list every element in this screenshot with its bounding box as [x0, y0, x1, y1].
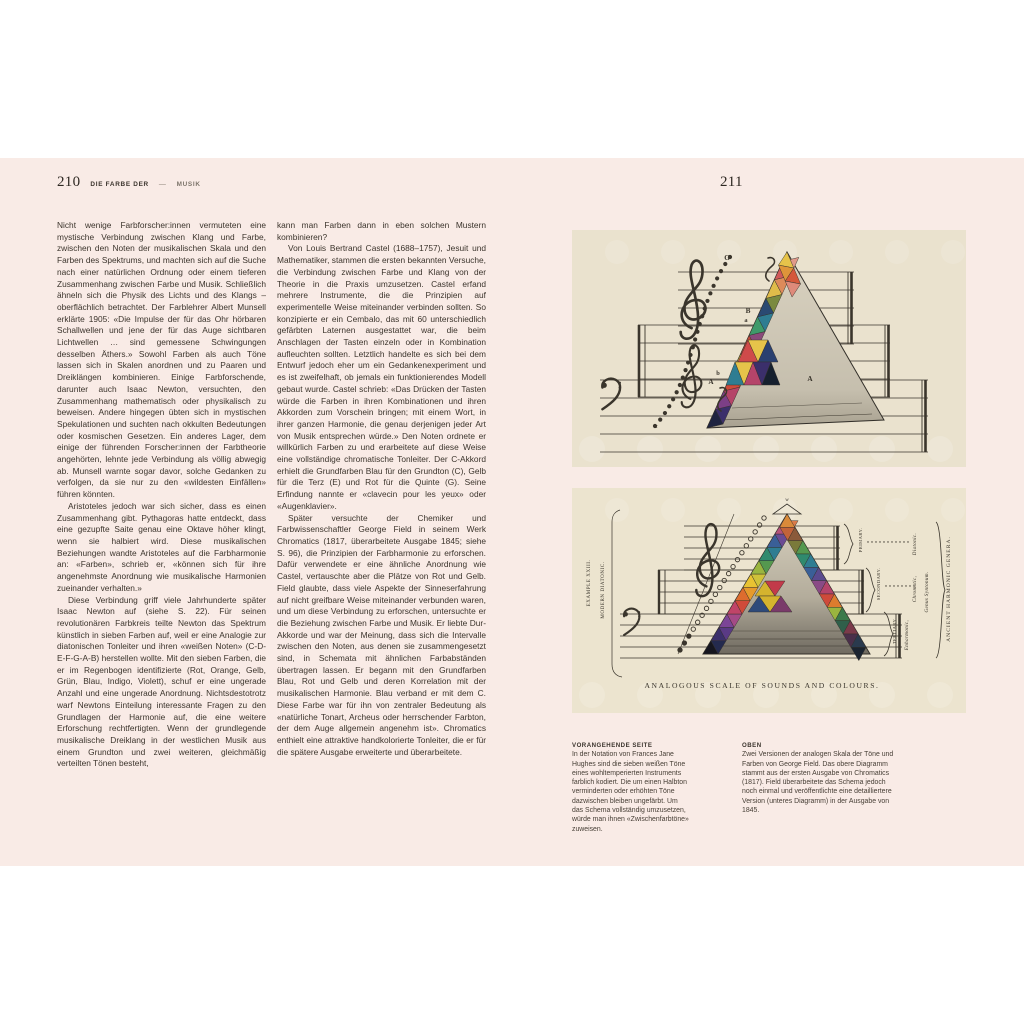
running-head-chapter: MUSIK: [176, 181, 201, 188]
note-letter: B: [745, 307, 751, 315]
figure-castel-scale-plate: [572, 230, 966, 467]
caption-body: In der Notation von Frances Jane Hughes sind die sieben weißen Töne eines wohltemperierten Instruments farblich kodiert. Die um einen Halbton verminderten oder erhöhten Töne dazwischen bleiben ungefärbt. Um das Schema vollständig umzusetzen, würde man ihnen «Zwischenfarbtöne» zuweisen.: [572, 751, 689, 833]
leader-dot: [893, 585, 894, 586]
note-dot: [700, 314, 704, 318]
book-spread: [0, 158, 1024, 866]
note-dot: [663, 411, 667, 415]
note-dot: [683, 368, 687, 372]
margin-label-right: TERTIARY.: [892, 617, 897, 645]
bass-clef-dot: [619, 382, 621, 384]
leader-dot: [909, 585, 910, 586]
figure-field-analogous-scale-plate: [572, 488, 966, 713]
paper-watermark: [885, 240, 909, 264]
paper-watermark: [869, 436, 895, 462]
right-page-number: 211: [720, 174, 743, 190]
note-dot: [667, 404, 671, 408]
note-dot: [698, 322, 702, 326]
ring-note: [682, 641, 686, 645]
leader-dot: [901, 585, 902, 586]
paper-watermark: [637, 436, 663, 462]
note-dot: [712, 284, 716, 288]
margin-label-right: Enharmonic,: [905, 619, 910, 651]
leader-dot: [867, 541, 868, 542]
leader-dot: [895, 541, 896, 542]
paper-watermark: [717, 498, 741, 522]
caption-heading: OBEN: [742, 742, 762, 749]
paper-watermark: [579, 436, 605, 462]
note-dot: [671, 397, 675, 401]
margin-label-right: Chromatic,: [913, 575, 918, 603]
note-dot: [693, 337, 697, 341]
bass-clef-dot: [638, 615, 640, 617]
note-dot: [708, 291, 712, 295]
bass-clef-head: [602, 383, 607, 388]
margin-label-left: MODERN DIATONIC.: [601, 561, 606, 619]
caption-heading: VORANGEHENDE SEITE: [572, 742, 653, 749]
bass-clef-head: [623, 612, 628, 617]
note-dot: [688, 353, 692, 357]
leader-dot: [885, 585, 886, 586]
paper-watermark: [661, 240, 685, 264]
paper-watermark: [811, 436, 837, 462]
leader-dot: [903, 541, 904, 542]
note-dot: [678, 383, 682, 387]
leader-dot: [871, 541, 872, 542]
engraving-bottom: [572, 488, 966, 713]
margin-label-left: EXAMPLE XXIII.: [587, 559, 592, 607]
note-dot: [658, 418, 662, 422]
note-dot: [715, 276, 719, 280]
plate-title: ANALOGOUS SCALE OF SOUNDS AND COLOURS.: [644, 681, 880, 690]
left-page-header: [57, 174, 201, 191]
note-dot: [719, 269, 723, 273]
margin-label-right: PRIMARY.: [858, 527, 863, 553]
leader-dot: [899, 541, 900, 542]
note-dot: [703, 306, 707, 310]
paragraph: Aristoteles jedoch war sich sicher, dass es einen Zusammenhang gibt. Pythagoras hatte entdeckt, dass eine gezupfte Saite genau eine Oktave höher klingt, wenn sie halbiert wird. Diese musikalischen Beziehungen wandte Aristoteles auf die Farbharmonie an: «Farben», schrieb er, «können sich für ihre angenehmste Anordnung wie musikalische Harmonien zueinander verhalten.»: [57, 500, 266, 593]
paper-watermark: [579, 682, 605, 708]
text-column-2: [277, 220, 486, 758]
ring-note: [678, 648, 682, 652]
note-dot: [695, 330, 699, 334]
paper-watermark: [605, 498, 629, 522]
running-head-dash: —: [158, 181, 167, 188]
leader-dot: [897, 585, 898, 586]
note-letter: c: [654, 423, 658, 430]
note-dot: [705, 299, 709, 303]
note-dot: [691, 345, 695, 349]
apex-letter: w: [785, 498, 789, 503]
caption-body: Zwei Versionen der analogen Skala der Töne und Farben von George Field. Das obere Diagramm stammt aus der ersten Ausgabe von Chromatics (1817). Field überarbeitete das Schema jedoch noch einmal und veröffentlichte eine detailliertere Version (unteres Diagramm) in der Ausgabe von 1845.: [742, 751, 894, 815]
margin-label-right: Diatonic.: [913, 532, 918, 556]
leader-dot: [889, 585, 890, 586]
paper-watermark: [605, 240, 629, 264]
paper-watermark: [695, 436, 721, 462]
margin-label-right: Genus Syntonum.: [925, 571, 930, 613]
paragraph: Diese Verbindung griff viele Jahrhunderte später Isaac Newton auf (siehe S. 22). Für seinen revolutionären Farbkreis teilte Newton das Spektrum künstlich in sieben Farben auf, weil er eine Analogie zur diatonischen Tonleiter und ihren «weißen Noten» (C-D-E-F-G-A-B) herstellen wollte. Mit den sieben Farben, die er im Regenbogen identifizierte (Rot, Orange, Gelb, Grün, Blau, Indigo, Violett), schuf er eine ungerade Anzahl und eine ungerade Anordnung. Nichtsdestotrotz warf Newtons Einteilung interessante Fragen zu den Grundlagen der Harmonie auf, die eine weitere Erforschung rechtfertigten. Wenn der grundlegende musikalische Dreiklang in der westlichen Musik aus einem Grundton und zwei weiteren, gleichmäßig verteilten Tönen besteht,: [57, 594, 266, 769]
leader-dot: [875, 541, 876, 542]
paper-watermark: [927, 682, 953, 708]
paper-watermark: [927, 436, 953, 462]
note-letter: b: [716, 370, 720, 377]
paper-watermark: [885, 498, 909, 522]
leader-dot: [879, 541, 880, 542]
text-column-1: [57, 220, 266, 770]
caption-above: [742, 741, 900, 815]
leader-dot: [891, 541, 892, 542]
ring-note: [687, 634, 691, 638]
note-letter: G: [724, 254, 730, 262]
note-letter: a: [744, 317, 748, 324]
note-dot: [723, 262, 727, 266]
note-dot: [686, 360, 690, 364]
paper-watermark: [829, 498, 853, 522]
paper-watermark: [829, 240, 853, 264]
paragraph: kann man Farben dann in eben solchen Mustern kombinieren?: [277, 220, 486, 242]
note-dot: [681, 376, 685, 380]
bass-clef-dot: [638, 611, 640, 613]
paragraph: Nicht wenige Farbforscher:innen vermuteten eine mystische Verbindung zwischen Klang und Farbe, zwischen den Noten der musikalischen Skala und den Farben des Spektrums, und machten sich auf die Suche nach einer natürlichen Ordnung oder einem tieferen Zusammenhang zwischen Farbe und Musik. Schließlich ähneln sich die Physik des Lichts und des Klangs – oberflächlich betrachtet. Der Farblehrer Albert Munsell erklärte 1905: «Die Impulse der für das Ohr hörbaren Schallwellen und jene der für das Auge sichtbaren Lichtwellen … sind gemessene Schwingungen desselben Äthers.» Sowohl Farben als auch Töne lassen sich in Skalen anordnen und zu Paaren und Dreiklängen kombinieren. Einige Farbforschende, darunter auch Isaac Newton, versuchten, den Zusammenhang mathematisch oder physikalisch zu beweisen. Andere hingegen übten sich in mystischen Spekulationen und suchten nach okkulten Bedeutungen oder kosmischen Gesetzen. Ein anderes Lager, dem einige der führenden Forscher:innen der Farbtheorie angehörten, lehnte jede Verbindung als völlig abwegig ab. Munsell warnte sogar davor, solche Gedanken zu verfolgen, da sie nur zu den «wildesten Einfällen» führen könnten.: [57, 220, 266, 500]
paper-watermark: [941, 498, 965, 522]
paragraph: Später versuchte der Chemiker und Farbwissenschaftler George Field in seinem Werk Chromatics (1817, überarbeitete Ausgabe 1845; siehe S. 96), die Prinzipien der Farbharmonie zu erforschen. Dafür verwendete er eine ähnliche Anordnung wie Castel, vertauschte aber die Plätze von Rot und Gelb. Field glaubte, dass viele Aspekte der Sinneserfahrung auf nicht greifbare Weise miteinander verbunden waren, und um diese Verbindung zu erforschen, untersuchte er die Beziehung zwischen Farbe und Musik. Er liebte Dur-Akkorde und war der Meinung, dass sich die Intervalle zwischen den Noten, aus denen sie zusammengesetzt sind, in Schemata mit ähnlichen Farbabständen übertragen lassen. Er begann mit den Grundfarben Blau, Rot und Gelb und deren Korrelation mit der musikalischen Harmonie. Blau verband er mit dem C. Diese Farbe war für ihn von zentraler Bedeutung als «natürliche Tonart, Archeus oder herrschender Farbton, der dem Auge allgemein angenehm ist». Chromatics enthielt eine attraktive handkolorierte Tonleiter, die er für die spätere Ausgabe erweiterte und überarbeitete.: [277, 512, 486, 757]
paragraph: Von Louis Bertrand Castel (1688–1757), Jesuit und Mathematiker, stammen die ersten bekannten Versuche, die Verbindung zwischen Farbe und Klang von der Theorie in die Praxis umzusetzen. Castel erfand mehrere Instrumente, die die Prinzipien auf experimentelle Weise miteinander verbinden sollten. So konzipierte er ein Cembalo, das mit 60 unterschiedlich gefärbten Laternen ausgestattet war, die beim Anschlagen der Tasten einzeln oder in Kombination aufleuchten sollten. Letztlich handelte es sich bei dem Entwurf jedoch eher um ein Gedankenexperiment und es ist zweifelhaft, ob jemals ein funktionierendes Modell gebaut wurde. Castel schrieb: «Das Drücken der Tasten würde die Farben in ihren Kombinationen und ihren Akkorden zum Vorschein bringen; mit einem Wort, in ihrer ganzen Harmonie, die genau derjenigen jeder Art von Musik entsprechen würde.» Den Noten ordnete er willkürlich Farben zu und erarbeitete auf diese Weise eine vollständige chromatische Tonleiter. Der C-Akkord erhielt die Grundfarben Blau für den Grundton (C), Gelb für die Terz (E) und Rot für die Quinte (G). Seine Erfindung nannte er «clavecin pour les yeux» oder «Augenklavier».: [277, 243, 486, 511]
paper-watermark: [753, 436, 779, 462]
leader-dot: [883, 541, 884, 542]
leader-dot: [887, 541, 888, 542]
margin-label-right: ANCIENT HARMONIC GENERA.: [946, 536, 952, 642]
margin-label-right: SECONDARY.: [876, 567, 881, 601]
running-head-title: DIE FARBE DER: [90, 181, 149, 188]
left-page-number: 210: [57, 174, 81, 190]
leader-dot: [905, 585, 906, 586]
bass-clef-dot: [619, 386, 621, 388]
caption-previous-page: [572, 741, 690, 834]
engraving-top: [572, 230, 966, 467]
note-dot: [675, 390, 679, 394]
paper-watermark: [661, 498, 685, 522]
note-letter: A: [708, 378, 714, 386]
note-letter: A: [807, 375, 813, 383]
leader-dot: [907, 541, 908, 542]
paper-watermark: [941, 240, 965, 264]
